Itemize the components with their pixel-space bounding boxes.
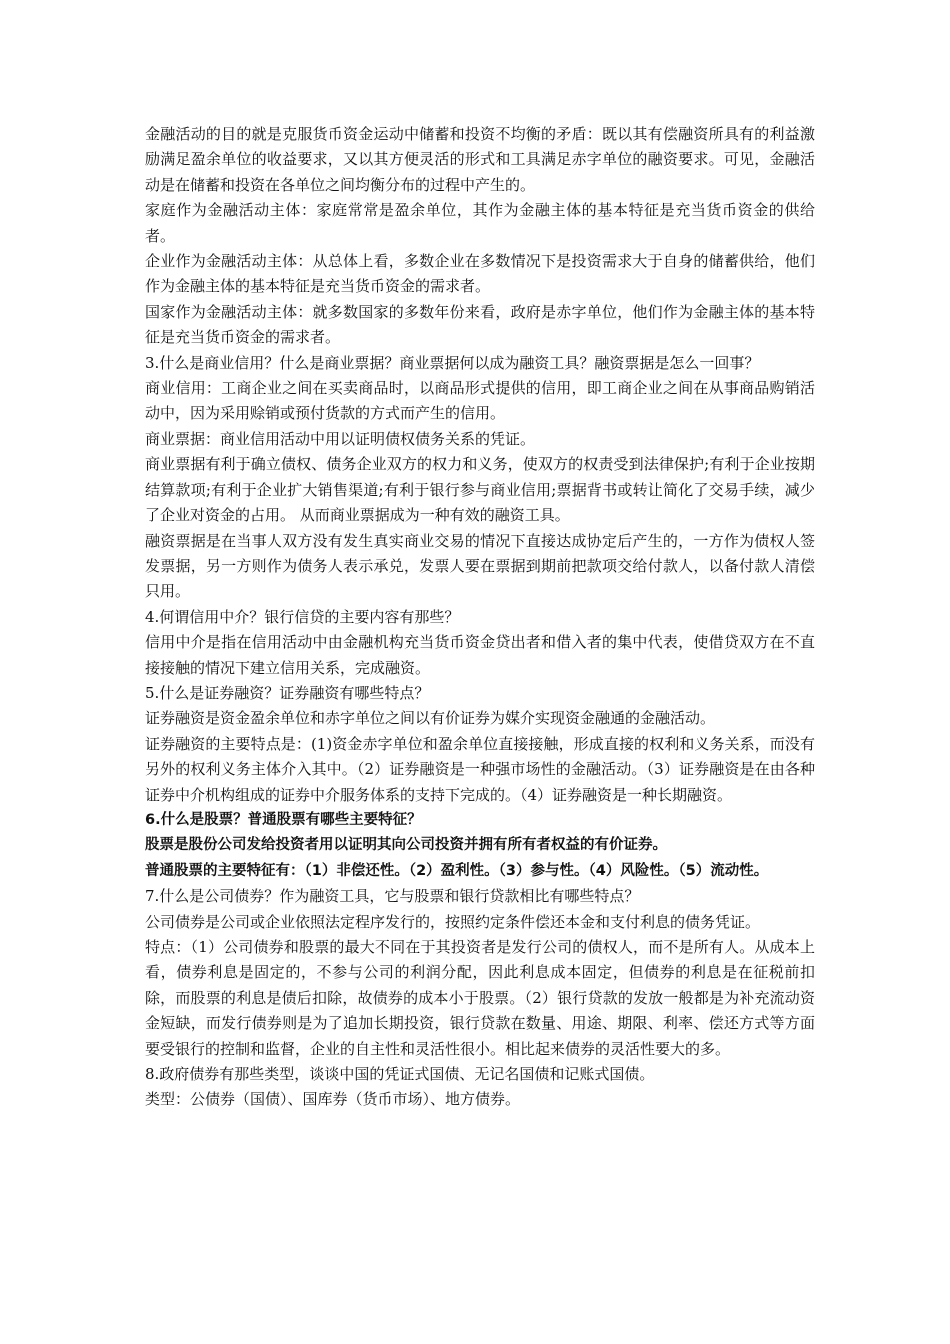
paragraph-financing-bill: 融资票据是在当事人双方没有发生真实商业交易的情况下直接达成协定后产生的，一方作为债权人签发票据，另一方则作为债务人表示承兑，发票人要在票据到期前把款项交给付款人，以备付款人清偿只用。 <box>145 531 815 601</box>
question-8-heading: 8.政府债券有那些类型，谈谈中国的凭证式国债、无记名国债和记账式国债。 <box>145 1065 655 1084</box>
paragraph-corporate-bond-definition: 公司债券是公司或企业依照法定程序发行的，按照约定条件偿还本金和支付利息的债务凭证。 <box>145 912 761 931</box>
paragraph-corporate-bond-features: 特点：（1）公司债券和股票的最大不同在于其投资者是发行公司的债权人，而不是所有人。从成本上看，债券利息是固定的，不参与公司的利润分配，因此利息成本固定，但债券的利息是在征税前扣除，而股票的利息是债后扣除，故债券的成本小于股票。（2）银行贷款的发放一般都是为补充流动资金短缺，而发行债券则是为了追加长期投资，银行贷款在数量、用途、期限、利率、偿还方式等方面要受银行的控制和监督，企业的自主性和灵活性很小。相比起来债券的灵活性要大的多。 <box>145 938 815 1058</box>
question-3-heading: 3.什么是商业信用？什么是商业票据？商业票据何以成为融资工具？融资票据是怎么一回事？ <box>145 353 760 372</box>
question-4-heading: 4.何谓信用中介？银行信贷的主要内容有那些？ <box>145 607 460 626</box>
question-5-heading: 5.什么是证券融资？证券融资有哪些特点？ <box>145 683 430 702</box>
paragraph-stock-definition: 股票是股份公司发给投资者用以证明其向公司投资并拥有所有者权益的有价证券。 <box>145 837 667 854</box>
document-body <box>145 122 815 1113</box>
paragraph-common-stock-features: 普通股票的主要特征有：（1）非偿还性。（2）盈利性。（3）参与性。（4）风险性。（5）流动性。 <box>145 862 769 879</box>
paragraph-state-subject: 国家作为金融活动主体：就多数国家的多数年份来看，政府是赤字单位，他们作为金融主体的基本特征是充当货币资金的需求者。 <box>145 302 815 347</box>
paragraph-commercial-bill: 商业票据：商业信用活动中用以证明债权债务关系的凭证。 <box>145 429 536 448</box>
paragraph-financial-activity-purpose: 金融活动的目的就是克服货币资金运动中储蓄和投资不均衡的矛盾：既以其有偿融资所具有的利益激励满足盈余单位的收益要求，又以其方便灵活的形式和工具满足赤字单位的融资要求。可见，金融活动是在储蓄和投资在各单位之间均衡分布的过程中产生的。 <box>145 125 815 194</box>
paragraph-bill-as-financing-tool: 商业票据有利于确立债权、债务企业双方的权力和义务，使双方的权责受到法律保护;有利于企业按期结算款项;有利于企业扩大销售渠道;有利于银行参与商业信用;票据背书或转让简化了交易手续，减少了企业对资金的占用。 从而商业票据成为一种有效的融资工具。 <box>145 455 815 525</box>
paragraph-government-bond-types: 类型：公债券（国债）、国库券（货币市场）、地方债券。 <box>145 1090 521 1109</box>
paragraph-commercial-credit: 商业信用：工商企业之间在买卖商品时，以商品形式提供的信用，即工商企业之间在从事商品购销活动中，因为采用赊销或预付货款的方式而产生的信用。 <box>145 379 815 423</box>
paragraph-securities-financing: 证券融资是资金盈余单位和赤字单位之间以有价证券为媒介实现资金融通的金融活动。 <box>145 709 716 728</box>
paragraph-enterprise-subject: 企业作为金融活动主体：从总体上看，多数企业在多数情况下是投资需求大于自身的储蓄供给，他们作为金融主体的基本特征是充当货币资金的需求者。 <box>145 252 815 296</box>
paragraph-securities-financing-features: 证券融资的主要特点是：(1)资金赤字单位和盈余单位直接接触，形成直接的权利和义务关系，而没有另外的权利义务主体介入其中。（2）证券融资是一种强市场性的金融活动。（3）证券融资是在由各种证券中介机构组成的证券中介服务体系的支持下完成的。（4）证券融资是一种长期融资。 <box>145 734 815 804</box>
paragraph-household-subject: 家庭作为金融活动主体：家庭常常是盈余单位，其作为金融主体的基本特征是充当货币资金的供给者。 <box>145 201 815 245</box>
paragraph-credit-intermediary: 信用中介是指在信用活动中由金融机构充当货币资金贷出者和借入者的集中代表，使借贷双方在不直接接触的情况下建立信用关系，完成融资。 <box>145 633 815 677</box>
question-6-heading: 6.什么是股票？普通股票有哪些主要特征？ <box>145 811 422 828</box>
question-7-heading: 7.什么是公司债券？作为融资工具，它与股票和银行贷款相比有哪些特点？ <box>145 887 640 906</box>
